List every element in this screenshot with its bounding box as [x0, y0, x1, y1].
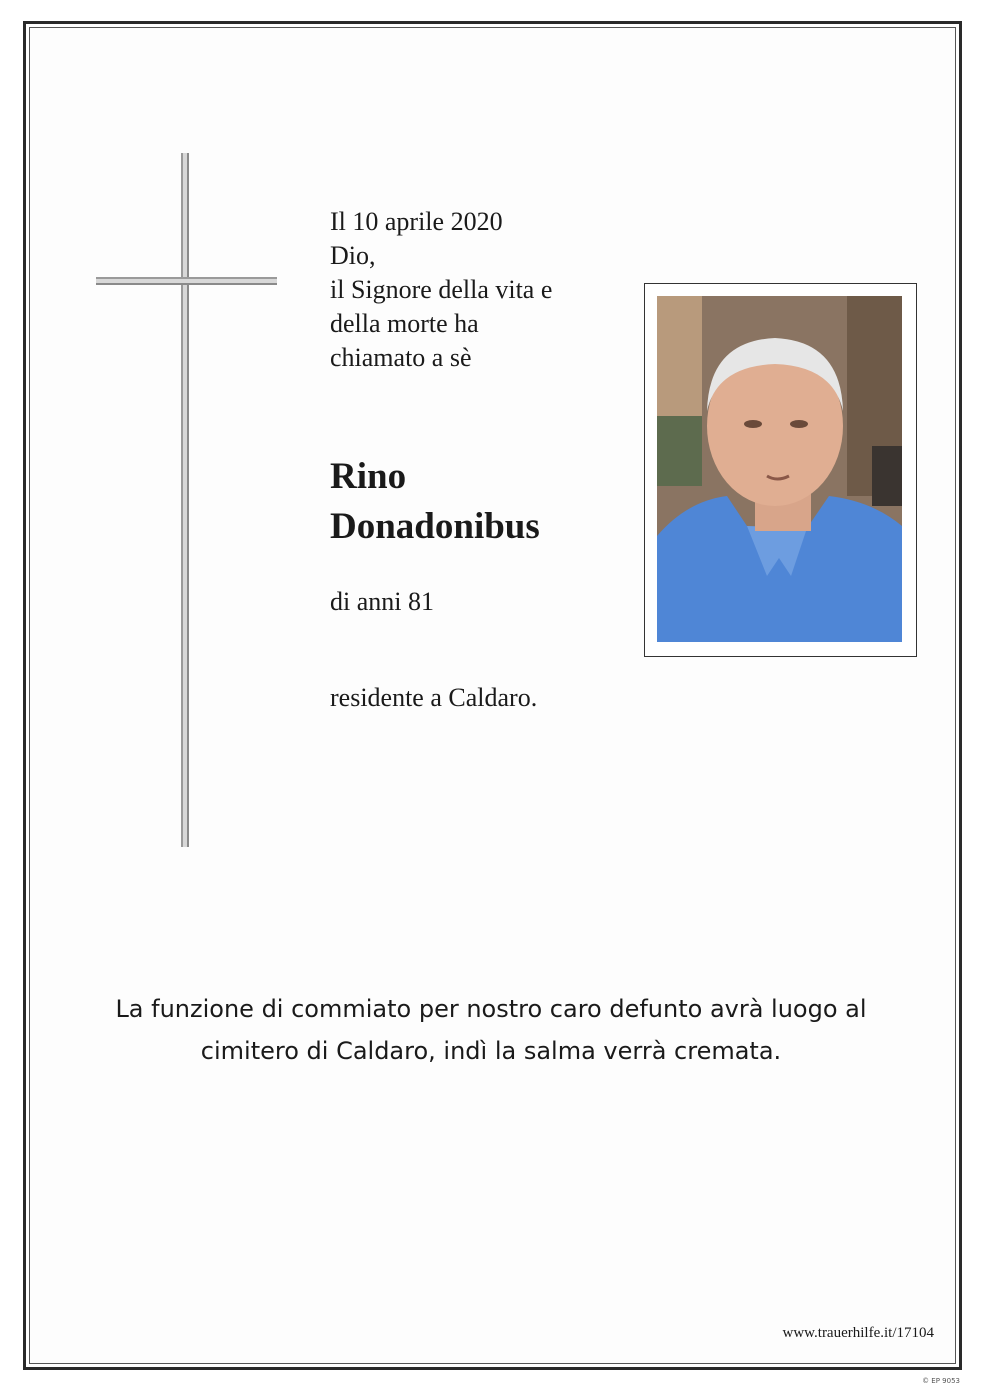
portrait-photo [657, 296, 902, 642]
intro-line: Il 10 aprile 2020 [330, 207, 503, 236]
deceased-name [330, 452, 540, 552]
funeral-line: cimitero di Caldaro, indì la salma verrà cremata. [200, 1037, 782, 1065]
funeral-announcement [60, 988, 922, 1072]
intro-text [330, 205, 630, 375]
intro-line: il Signore della vita e [330, 275, 553, 304]
portrait-illustration [657, 296, 902, 642]
intro-line: Dio, [330, 241, 376, 270]
source-url: www.trauerhilfe.it/17104 [782, 1325, 934, 1341]
portrait-frame [644, 283, 917, 657]
last-name: Donadonibus [330, 506, 540, 547]
first-name: Rino [330, 456, 407, 497]
intro-line: della morte ha [330, 309, 479, 338]
print-code: © EP 9053 [922, 1377, 960, 1385]
funeral-line: La funzione di commiato per nostro caro defunto avrà luogo al [115, 995, 867, 1023]
residence-text: residente a Caldaro. [330, 683, 538, 712]
cross-icon-horizontal [96, 277, 277, 285]
age-text: di anni 81 [330, 587, 434, 616]
cross-icon-vertical [181, 153, 189, 847]
intro-line: chiamato a sè [330, 343, 472, 372]
